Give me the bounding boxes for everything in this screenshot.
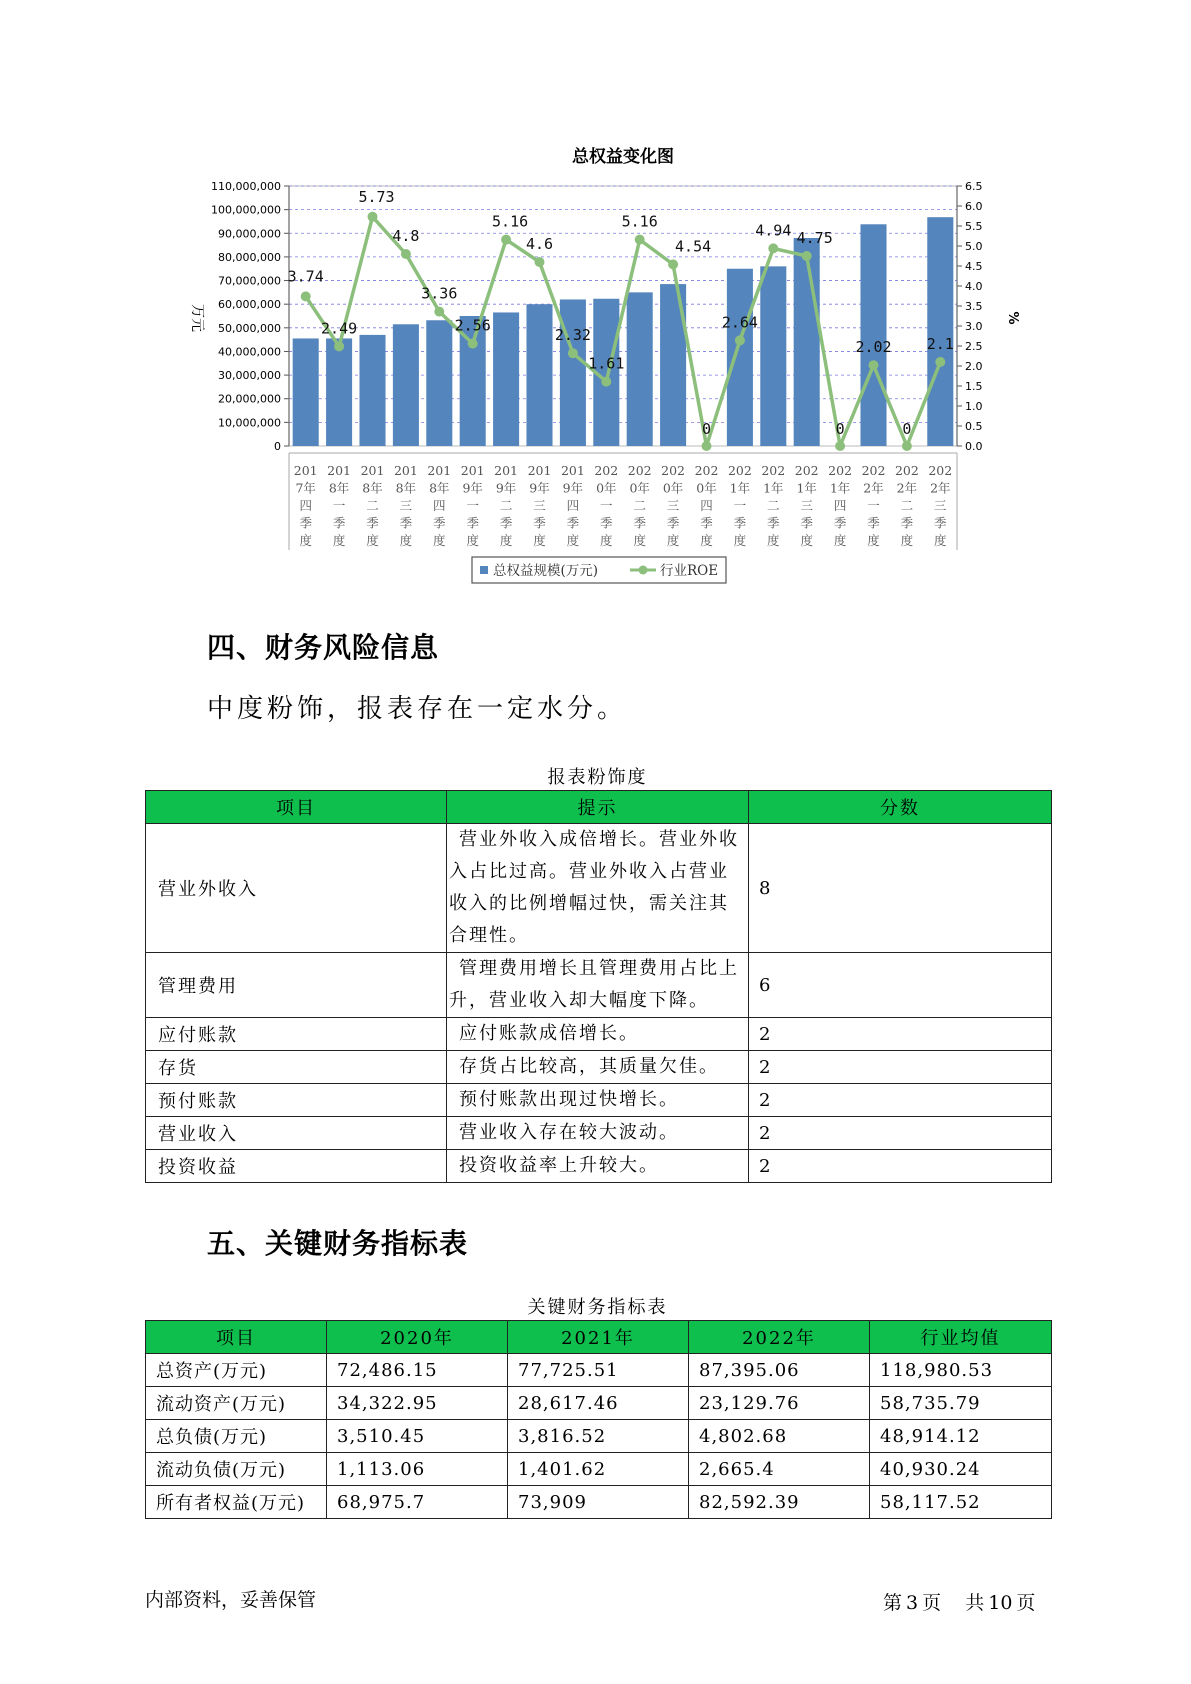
risk-item: 营业外收入: [146, 824, 447, 953]
roe-data-label: 2.32: [554, 326, 591, 345]
table-row: [146, 824, 1052, 953]
roe-data-label: 3.36: [421, 284, 458, 303]
risk-score: 2: [749, 1018, 1052, 1051]
y2-tick-label: 2.0: [965, 360, 983, 373]
risk-header-score: 分数: [749, 791, 1052, 824]
y2-tick-label: 0.0: [965, 440, 983, 453]
key-cell: 3,510.45: [327, 1420, 508, 1453]
risk-item: 管理费用: [146, 953, 447, 1018]
bar: [927, 217, 953, 446]
bar: [794, 238, 820, 446]
key-cell: 82,592.39: [689, 1486, 870, 1519]
key-cell: 72,486.15: [327, 1354, 508, 1387]
y-axis-label: 万元: [189, 304, 205, 332]
y2-tick-label: 6.0: [965, 200, 983, 213]
roe-data-label: 0: [835, 420, 845, 438]
risk-table-header: [146, 791, 1052, 824]
roe-point: [434, 307, 444, 317]
key-cell: 1,401.62: [508, 1453, 689, 1486]
key-cell: 73,909: [508, 1486, 689, 1519]
risk-hint: 应付账款成倍增长。: [447, 1018, 749, 1051]
roe-data-label: 2.02: [855, 338, 892, 357]
roe-point: [601, 377, 611, 387]
risk-item: 营业收入: [146, 1117, 447, 1150]
roe-data-label: 2.1: [926, 335, 954, 353]
total-suffix: 页: [1016, 1592, 1036, 1614]
y-tick-label: 110,000,000: [211, 180, 281, 193]
y2-tick-label: 5.0: [965, 240, 983, 253]
bar: [393, 324, 419, 446]
x-tick-label: 202 1年一季度: [727, 463, 752, 548]
key-header-2022: 2022年: [689, 1321, 870, 1354]
risk-hint: 存货占比较高，其质量欠佳。: [447, 1051, 749, 1084]
y-tick-label: 40,000,000: [218, 345, 281, 359]
x-tick-label: 202 0年三季度: [661, 463, 686, 548]
x-tick-label: 201 9年一季度: [460, 463, 485, 548]
table-row: [146, 1387, 1052, 1420]
x-tick-label: 201 7年四季度: [293, 463, 318, 548]
bar: [293, 338, 319, 446]
key-cell-item: 所有者权益(万元): [146, 1486, 327, 1519]
key-cell-item: 流动资产(万元): [146, 1387, 327, 1420]
table-row: [146, 953, 1052, 1018]
table-row: [146, 1453, 1052, 1486]
risk-hint: 投资收益率上升较大。: [447, 1150, 749, 1183]
roe-data-label: 4.8: [392, 227, 420, 245]
table-row: [146, 1018, 1052, 1051]
key-cell: 40,930.24: [870, 1453, 1052, 1486]
x-tick-label: 202 2年二季度: [894, 463, 919, 548]
risk-score: 2: [749, 1051, 1052, 1084]
page-mid: 页: [922, 1592, 942, 1614]
roe-point: [668, 259, 678, 269]
roe-point: [869, 360, 879, 370]
roe-data-label: 0: [902, 420, 912, 438]
key-header-item: 项目: [146, 1321, 327, 1354]
legend-line-label: 行业ROE: [660, 563, 719, 579]
footer-page-number: [883, 1588, 1039, 1615]
chart-title: 总权益变化图: [572, 147, 674, 167]
key-cell-item: 总资产(万元): [146, 1354, 327, 1387]
key-header-2020: 2020年: [327, 1321, 508, 1354]
roe-point: [334, 341, 344, 351]
roe-point: [568, 348, 578, 358]
roe-data-label: 4.75: [796, 229, 833, 247]
bar: [426, 320, 452, 446]
key-header-2021: 2021年: [508, 1321, 689, 1354]
bar: [493, 312, 519, 446]
roe-data-label: 2.49: [321, 319, 358, 338]
y2-tick-label: 6.5: [965, 180, 983, 193]
x-tick-label: 202 0年四季度: [694, 463, 719, 548]
key-cell: 1,113.06: [327, 1453, 508, 1486]
y-tick-label: 80,000,000: [218, 250, 281, 264]
roe-point: [768, 243, 778, 253]
bar: [326, 338, 352, 446]
x-tick-label: 202 0年一季度: [594, 463, 619, 548]
table-row: [146, 1051, 1052, 1084]
bar: [727, 269, 753, 446]
y-tick-label: 0: [274, 440, 281, 453]
bar: [526, 304, 552, 446]
bar: [760, 266, 786, 446]
roe-point: [301, 291, 311, 301]
x-tick-label: 201 9年四季度: [560, 463, 585, 548]
y2-tick-label: 1.5: [965, 380, 983, 393]
key-cell: 3,816.52: [508, 1420, 689, 1453]
key-cell-item: 流动负债(万元): [146, 1453, 327, 1486]
key-cell-item: 总负债(万元): [146, 1420, 327, 1453]
roe-point: [802, 251, 812, 261]
table-row: [146, 1117, 1052, 1150]
x-tick-label: 202 1年二季度: [761, 463, 786, 548]
roe-data-label: 0: [701, 420, 712, 438]
roe-data-label: 4.94: [755, 221, 792, 240]
page-prefix: 第: [883, 1592, 903, 1614]
key-cell: 58,117.52: [870, 1486, 1052, 1519]
total-prefix: 共: [965, 1592, 985, 1614]
y2-tick-label: 3.5: [965, 300, 983, 313]
roe-point: [468, 339, 478, 349]
risk-score: 2: [749, 1084, 1052, 1117]
y-tick-label: 10,000,000: [218, 416, 281, 430]
total-num: 10: [988, 1592, 1013, 1614]
risk-table-caption: 报表粉饰度: [547, 767, 648, 788]
risk-item: 预付账款: [146, 1084, 447, 1117]
key-cell: 87,395.06: [689, 1354, 870, 1387]
risk-score: 2: [749, 1117, 1052, 1150]
page-num: 3: [906, 1592, 919, 1614]
key-cell: 68,975.7: [327, 1486, 508, 1519]
x-tick-label: 201 9年三季度: [527, 463, 552, 548]
roe-point: [735, 335, 745, 345]
x-tick-label: 202 2年三季度: [928, 463, 953, 548]
key-cell: 118,980.53: [870, 1354, 1052, 1387]
risk-hint: 预付账款出现过快增长。: [447, 1084, 749, 1117]
x-tick-label: 202 0年二季度: [627, 463, 652, 548]
equity-chart: [0, 0, 1191, 600]
bar: [627, 292, 653, 446]
risk-header-hint: 提示: [447, 791, 749, 824]
y2-tick-label: 2.5: [965, 340, 983, 353]
x-tick-label: 201 8年一季度: [327, 463, 352, 548]
key-cell: 58,735.79: [870, 1387, 1052, 1420]
y2-tick-label: 3.0: [965, 320, 983, 333]
x-tick-label: 202 2年一季度: [861, 463, 886, 548]
roe-point: [535, 257, 545, 267]
roe-point: [401, 249, 411, 259]
x-tick-label: 202 1年四季度: [828, 463, 853, 548]
key-table-header: [146, 1321, 1052, 1354]
y2-tick-label: 4.0: [965, 280, 983, 293]
roe-data-label: 5.16: [492, 212, 529, 231]
y-tick-label: 30,000,000: [218, 369, 281, 383]
x-tick-label: 202 1年三季度: [794, 463, 819, 548]
key-cell: 23,129.76: [689, 1387, 870, 1420]
table-row: [146, 1354, 1052, 1387]
section-4-title: 四、财务风险信息: [207, 631, 440, 664]
roe-point: [702, 441, 712, 451]
risk-header-item: 项目: [146, 791, 447, 824]
roe-data-label: 5.73: [358, 187, 395, 206]
roe-data-label: 5.16: [621, 212, 658, 231]
legend-bar-label: 总权益规模(万元): [493, 563, 599, 579]
x-tick-label: 201 8年二季度: [360, 463, 385, 548]
key-cell: 28,617.46: [508, 1387, 689, 1420]
table-row: [146, 1150, 1052, 1183]
y-tick-label: 70,000,000: [218, 274, 281, 288]
risk-item: 投资收益: [146, 1150, 447, 1183]
risk-hint: 营业外收入成倍增长。营业外收入占比过高。营业外收入占营业收入的比例增幅过快，需关注其合理性。: [447, 824, 749, 953]
key-metrics-table: [145, 1320, 1052, 1519]
y2-tick-label: 0.5: [965, 420, 983, 433]
table-row: [146, 1084, 1052, 1117]
chart-svg: [0, 0, 1191, 600]
key-cell: 2,665.4: [689, 1453, 870, 1486]
roe-data-label: 2.64: [721, 313, 758, 332]
risk-item: 存货: [146, 1051, 447, 1084]
y2-tick-label: 5.5: [965, 220, 983, 233]
y2-tick-label: 1.0: [965, 400, 983, 413]
roe-data-label: 4.6: [525, 235, 554, 253]
footer-confidential: 内部资料，妥善保管: [145, 1589, 317, 1611]
legend-line-marker: [639, 566, 648, 575]
risk-score: 2: [749, 1150, 1052, 1183]
roe-point: [835, 441, 845, 451]
y-tick-label: 90,000,000: [218, 227, 281, 241]
risk-score: 6: [749, 953, 1052, 1018]
table-row: [146, 1420, 1052, 1453]
y-tick-label: 100,000,000: [211, 203, 281, 217]
table-row: [146, 1486, 1052, 1519]
roe-data-label: 2.56: [454, 316, 491, 335]
bar: [860, 224, 886, 446]
section-4-text: 中度粉饰，报表存在一定水分。: [207, 694, 628, 724]
risk-item: 应付账款: [146, 1018, 447, 1051]
y2-axis-label: %: [1005, 311, 1020, 325]
risk-table: [145, 790, 1052, 1183]
roe-data-label: 4.54: [675, 237, 712, 256]
risk-hint: 管理费用增长且管理费用占比上升，营业收入却大幅度下降。: [447, 953, 749, 1018]
key-header-industry-avg: 行业均值: [870, 1321, 1052, 1354]
x-tick-label: 201 8年四季度: [427, 463, 452, 548]
roe-point: [501, 235, 511, 245]
x-tick-label: 201 8年三季度: [393, 463, 418, 548]
roe-point: [368, 212, 378, 222]
key-cell: 48,914.12: [870, 1420, 1052, 1453]
bar: [560, 299, 586, 446]
roe-point: [635, 235, 645, 245]
x-tick-label: 201 9年二季度: [494, 463, 519, 548]
y-tick-label: 20,000,000: [218, 392, 281, 406]
risk-score: 8: [749, 824, 1052, 953]
y2-tick-label: 4.5: [965, 260, 983, 273]
roe-point: [935, 357, 945, 367]
legend-bar-swatch: [480, 566, 488, 574]
bar: [359, 335, 385, 446]
key-cell: 34,322.95: [327, 1387, 508, 1420]
roe-data-label: 3.74: [287, 267, 324, 286]
y-tick-label: 50,000,000: [218, 321, 281, 335]
risk-hint: 营业收入存在较大波动。: [447, 1117, 749, 1150]
key-cell: 4,802.68: [689, 1420, 870, 1453]
section-5-title: 五、关键财务指标表: [207, 1227, 469, 1260]
key-table-caption: 关键财务指标表: [527, 1297, 668, 1318]
key-cell: 77,725.51: [508, 1354, 689, 1387]
roe-data-label: 1.61: [588, 354, 625, 373]
y-tick-label: 60,000,000: [218, 298, 281, 312]
roe-point: [902, 441, 912, 451]
